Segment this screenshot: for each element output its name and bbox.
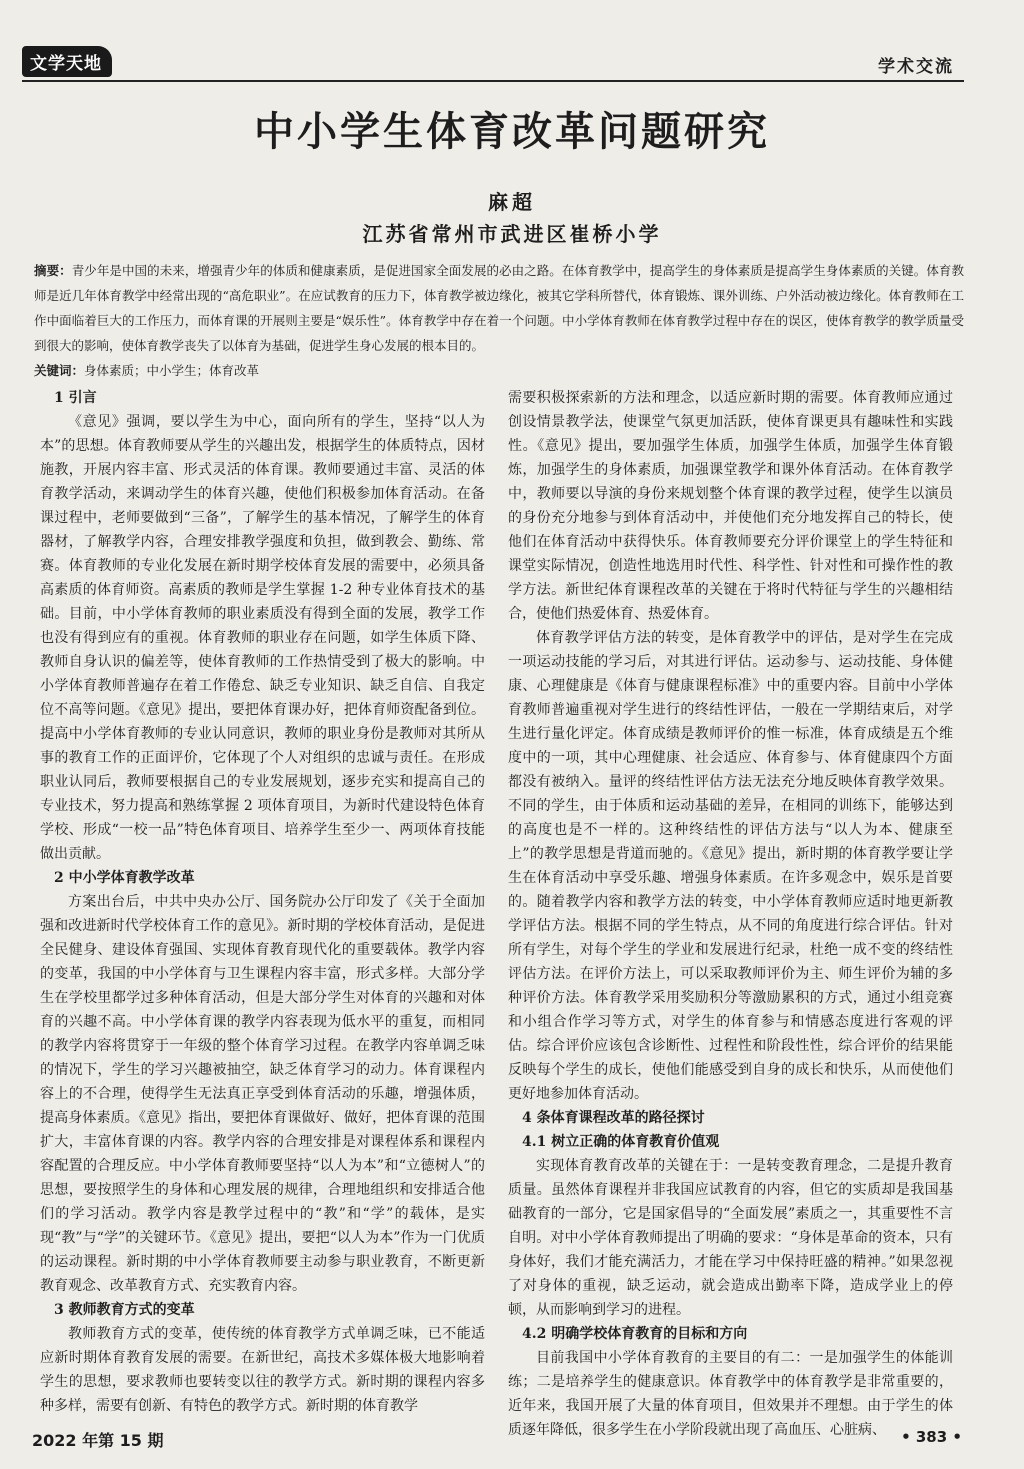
paragraph: 教师教育方式的变革，使传统的体育教学方式单调乏味，已不能适应新时期体育教育发展的需要。在新世纪，高技术多媒体极大地影响着学生的思想，要求教师也要转变以往的教学方式。新时期的课程内容多种多样，需要有创新、有特色的教学方式。新时期的体育教学: [40, 1326, 485, 1414]
paragraph: 方案出台后，中共中央办公厅、国务院办公厅印发了《关于全面加强和改进新时代学校体育工作的意见》。新时期的学校体育活动，是促进全民健身、建设体育强国、实现体育教育现代化的重要载体。教学内容的变革，我国的中小学体育与卫生课程内容丰富，形式多样。大部分学生在学校里都学过多种体育活动，但是大部分学生对体育的兴趣和对体育的兴趣不高。中小学体育课的教学内容表现为低水平的重复，而相同的教学内容将贯穿于一年级的整个体育学习过程。在教学内容单调乏味的情况下，学生的学习兴趣被抽空，缺乏体育学习的动力。体育课程内容上的不合理，使得学生无法真正享受到体育活动的乐趣，增强体质，提高身体素质。《意见》指出，要把体育课做好、做好，把体育课的范围扩大，丰富体育课的内容。教学内容的合理安排是对课程体系和课程内容配置的合理反应。中小学体育教师要坚持“以人为本”和“立德树人”的思想，要按照学生的身体和心理发展的规律，合理地组织和安排适合他们的学习活动。教学内容是教学过程中的“教”和“学”的载体，是实现“教”与“学”的关键环节。《意见》提出，要把“以人为本”作为一门优质的运动课程。新时期的中小学体育教师要主动参与职业教育，不断更新教育观念、改革教育方式、充实教育内容。: [40, 894, 485, 1294]
page-number: • 383 •: [901, 1428, 962, 1446]
header-rule: [22, 80, 964, 82]
paragraph: 《意见》强调，要以学生为中心，面向所有的学生，坚持“以人为本”的思想。体育教师要从学生的兴趣出发，根据学生的体质特点，因材施教，开展内容丰富、形式灵活的体育课。教师要通过丰富、灵活的体育教学活动，来调动学生的体育兴趣，使他们积极参加体育活动。在备课过程中，老师要做到“三备”，了解学生的基本情况，了解学生的体育器材，了解教学内容，合理安排教学强度和负担，做到教会、勤练、常赛。体育教师的专业化发展在新时期学校体育发展的需要中，必须具备高素质的体育师资。高素质的教师是学生掌握 1-2 种专业体育技术的基础。目前，中小学体育教师的职业素质没有得到全面的发展，教学工作也没有得到应有的重视。体育教师的职业存在问题，如学生体质下降、教师自身认识的偏差等，使体育教师的工作热情受到了极大的影响。中小学体育教师普遍存在着工作倦怠、缺乏专业知识、缺乏自信、自我定位不高等问题。《意见》提出，要把体育课办好，把体育师资配备到位。提高中小学体育教师的专业认同意识，教师的职业身份是教师对其所从事的教育工作的正面评价，它体现了个人对组织的忠诚与责任。在形成职业认同后，教师要根据自己的专业发展规划，逐步充实和提高自己的专业技术，努力提高和熟练掌握 2 项体育项目，为新时代建设特色体育学校、形成“一校一品”特色体育项目、培养学生至少一、两项体育技能做出贡献。: [40, 414, 485, 862]
section-heading: 3 教师教育方式的变革: [54, 1302, 195, 1318]
paragraph: 实现体育教育改革的关键在于：一是转变教育理念，二是提升教育质量。虽然体育课程并非我国应试教育的内容，但它的实质却是我国基础教育的一部分，它是国家倡导的“全面发展”素质之一，其重要性不言自明。对中小学体育教师提出了明确的要求：“身体是革命的资本，只有身体好，我们才能充满活力，才能在学习中保持旺盛的精神。”如果忽视了对身体的重视，缺乏运动，就会造成出勤率下降，造成学业上的停顿，从而影响到学习的进程。: [508, 1158, 953, 1318]
section-heading: 1 引言: [54, 390, 97, 406]
paragraph: 需要积极探索新的方法和理念，以适应新时期的需要。体育教师应通过创设情景教学法，使课堂气氛更加活跃，使体育课更具有趣味性和实践性。《意见》提出，要加强学生体质，加强学生体质，加强学生体育锻炼，加强学生的身体素质，加强课堂教学和课外体育活动。在体育教学中，教师要以导演的身份来规划整个体育课的教学过程，使学生以演员的身份充分地参与到体育活动中，并使他们充分地发挥自己的特长，使他们在体育活动中获得快乐。体育教师要充分评价课堂上的学生特征和课堂实际情况，创造性地选用时代性、科学性、针对性和可操作性的教学方法。新世纪体育课程改革的关键在于将时代特征与学生的兴趣相结合，使他们热爱体育、热爱体育。: [508, 390, 953, 622]
issue-number: 2022 年第 15 期: [32, 1431, 164, 1450]
author-affiliation: 江苏省常州市武进区崔桥小学: [362, 222, 662, 246]
keywords-text: 身体素质；中小学生；体育改革: [84, 363, 260, 378]
left-column: [40, 386, 485, 1418]
abstract-label: 摘要：: [34, 263, 72, 278]
section-heading: 4 条体育课程改革的路径探讨: [522, 1110, 705, 1126]
section-badge: 文学天地: [22, 46, 112, 77]
subsection-heading: 4.1 树立正确的体育教育价值观: [522, 1134, 720, 1150]
subsection-heading: 4.2 明确学校体育教育的目标和方向: [522, 1326, 748, 1342]
abstract-text: 青少年是中国的未来，增强青少年的体质和健康素质，是促进国家全面发展的必由之路。在体育教学中，提高学生的身体素质是提高学生身体素质的关键。体育教师是近几年体育教学中经常出现的“高危职业”。在应试教育的压力下，体育教学被边缘化，被其它学科所替代，体育锻炼、课外训练、户外活动被边缘化。体育教师在工作中面临着巨大的工作压力，而体育课的开展则主要是“娱乐性”。体育教学中存在着一个问题。中小学体育教师在体育教学过程中存在的误区，使体育教学的教学质量受到很大的影响，使体育教学丧失了以体育为基础，促进学生身心发展的根本目的。: [34, 263, 964, 353]
paragraph: 目前我国中小学体育教育的主要目的有二：一是加强学生的体能训练；二是培养学生的健康意识。体育教学中的体育教学是非常重要的，近年来，我国开展了大量的体育项目，但效果并不理想。由于学生的体质逐年降低，很多学生在小学阶段就出现了高血压、心脏病、: [508, 1350, 953, 1438]
article-title: 中小学生体育改革问题研究: [254, 109, 770, 155]
paragraph: 体育教学评估方法的转变，是体育教学中的评估，是对学生在完成一项运动技能的学习后，对其进行评估。运动参与、运动技能、身体健康、心理健康是《体育与健康课程标准》中的重要内容。目前中小学体育教师普遍重视对学生进行的终结性评估，一般在一学期结束后，对学生进行量化评定。体育成绩是教师评价的惟一标准，体育成绩是五个维度中的一项，其中心理健康、社会适应、体育参与、体育健康四个方面都没有被纳入。量评的终结性评估方法无法充分地反映体育教学效果。不同的学生，由于体质和运动基础的差异，在相同的训练下，能够达到的高度也是不一样的。这种终结性的评估方法与“以人为本、健康至上”的教学思想是背道而驰的。《意见》提出，新时期的体育教学要让学生在体育活动中享受乐趣、增强身体素质。在许多观念中，娱乐是首要的。随着教学内容和教学方法的转变，中小学体育教师应适时地更新教学评估方法。根据不同的学生特点，从不同的角度进行综合评估。针对所有学生，对每个学生的学业和发展进行纪录，杜绝一成不变的终结性评估方法。在评价方法上，可以采取教师评价为主、师生评价为辅的多种评价方法。体育教学采用奖励积分等激励累积的方式，通过小组竞赛和小组合作学习等方式，对学生的体育参与和情感态度进行客观的评估。综合评价应该包含诊断性、过程性和阶段性性，综合评价的结果能反映每个学生的成长，使他们能感受到自身的成长和快乐，从而使他们更好地参加体育活动。: [508, 630, 953, 1102]
keywords-label: 关键词：: [34, 363, 85, 378]
right-column: [508, 386, 953, 1442]
column-tag: 学术交流: [878, 57, 954, 77]
abstract: [34, 258, 964, 383]
section-heading: 2 中小学体育教学改革: [54, 870, 195, 886]
author-name: 麻超: [488, 190, 536, 214]
